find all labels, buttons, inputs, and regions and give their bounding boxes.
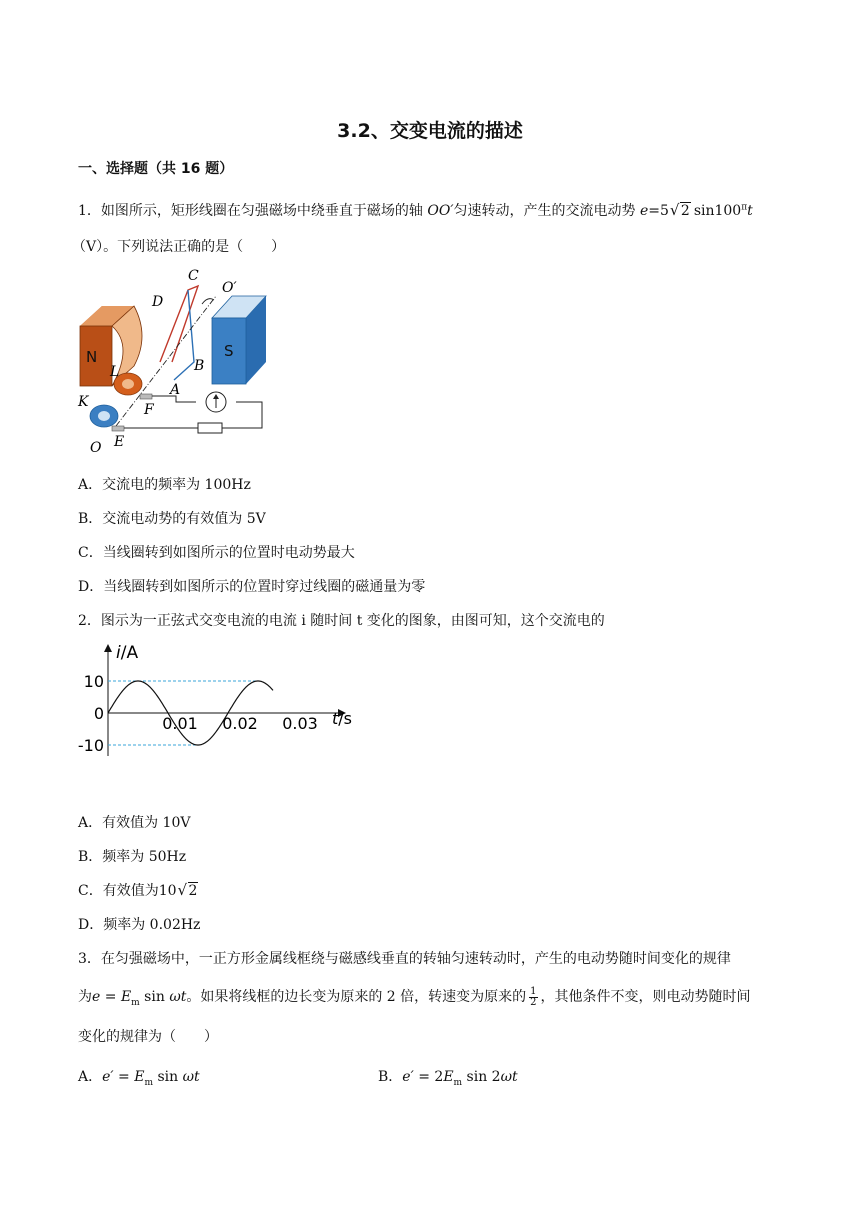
q3-option-b [378,1066,518,1088]
q3-line2-a: 为 [78,989,92,1005]
x-label-unit: /s [338,709,353,728]
q2-stem: 2．图示为一正弦式交变电流的电流 i 随时间 t 变化的图象，由图可知，这个交流电的 [78,613,605,629]
q2-option-c-sqrt [179,883,199,899]
q1-stem-line2: （V）。下列说法正确的是（ ） [72,239,286,255]
x-tick-label: 0.02 [222,714,258,733]
q3-option-a-lhs: e′ [102,1069,114,1085]
label-d: D [152,294,164,310]
resistor [198,423,222,433]
q2-option-c-text: C．有效值为 [78,883,159,899]
wire-right [222,402,262,428]
label-a: A [170,382,181,398]
q3-option-a-eq: = [113,1069,135,1085]
slip-ring-k-inner [98,411,110,421]
label-l: L [110,364,120,380]
q3-eq-mid: = [100,989,121,1005]
q3-option-b-sub: m [453,1077,463,1088]
q3-line1: 3．在匀强磁场中，一正方形金属线框绕与磁感线垂直的转轴匀速转动时，产生的电动势随时间变化的规律 [78,951,731,967]
q3-option-a-label: A． [78,1069,103,1085]
x-tick-label: 0.01 [162,714,198,733]
q1-emf-e: e [639,203,649,219]
q1-axis: OO′ [427,203,454,219]
x-tick-labels [162,714,318,733]
q1-stem-a: 1．如图所示，矩形线圈在匀强磁场中绕垂直于磁场的轴 [78,203,428,219]
q2-option-a: A．有效值为 10V [78,815,191,831]
q1-stem-b: 匀速转动，产生的交流电动势 [453,203,640,219]
coil-side-blue [174,290,194,380]
y-tick-label: -10 [77,736,104,755]
brush-f [140,394,152,399]
y-tick-labels [78,672,104,755]
section-heading: 一、选择题（共 16 题） [78,161,234,177]
q3-option-a-wt: ωt [182,1069,200,1085]
q2-option-c-radicand: 2 [188,883,198,899]
q1-emf-sin: sin100 [693,203,742,219]
y-label-symbol: i [116,643,121,663]
q1-stem-line1 [78,200,753,220]
q1-option-a: A．交流电的频率为 100Hz [78,477,251,493]
y-tick-label: 0 [93,704,104,723]
brush-e [112,426,124,431]
label-f: F [144,402,154,418]
label-e: E [114,434,125,450]
label-o: O [90,440,102,456]
q2-option-c-coef: 10 [158,883,177,899]
q1-emf-t: t [747,203,753,219]
magnet-n-label: N [86,348,98,366]
label-o-prime: O′ [222,280,237,296]
q1-emf-pi: π [741,202,748,213]
q3-line3: 变化的规律为（ ） [78,1029,218,1045]
q3-eq-wt: ωt [169,989,187,1005]
q3-option-a-sin: sin [153,1069,183,1085]
x-axis-label [332,709,352,728]
y-axis-label [116,643,138,663]
label-k: K [78,394,89,410]
q3-line2-c: ，其他条件不变，则电动势随时间 [540,989,751,1005]
q3-option-b-lhs: e′ [402,1069,414,1085]
q3-option-b-E: E [443,1069,454,1085]
q3-eq-E: E [120,989,132,1005]
q1-sqrt [671,203,691,219]
q2-option-c [78,880,198,900]
q2-option-d: D．频率为 0.02Hz [78,917,201,933]
q3-frac-den: 2 [530,996,537,1008]
magnet-s-label: S [224,342,234,360]
q3-option-b-sin: sin 2 [462,1069,501,1085]
q3-option-a-sub: m [144,1077,154,1088]
q3-line2 [78,986,751,1008]
q3-option-a-E: E [134,1069,145,1085]
label-b: B [194,358,205,374]
q3-line2-b: 。如果将线框的边长变为原来的 2 倍，转速变为原来的 [186,989,527,1005]
q1-emf-eq: =5 [648,203,669,219]
q3-option-b-eq: = 2 [413,1069,444,1085]
x-label-symbol: t [332,709,339,728]
q1-option-d: D．当线圈转到如图所示的位置时穿过线圈的磁通量为零 [78,579,426,595]
y-axis-arrow [104,644,112,652]
q3-fraction [529,987,537,1008]
q3-eq-sub: m [131,997,140,1008]
y-tick-label: 10 [83,672,104,691]
q3-eq-e: e [92,989,101,1005]
q3-option-a [78,1066,200,1088]
slip-ring-l-inner [122,379,134,389]
x-tick-label: 0.03 [282,714,318,733]
q2-option-b: B．频率为 50Hz [78,849,187,865]
q1-sqrt-radicand: 2 [680,203,690,219]
page-title: 3.2、交变电流的描述 [337,120,523,142]
q3-option-b-wt: ωt [500,1069,518,1085]
q1-generator-figure [76,266,276,456]
y-label-unit: /A [120,643,139,663]
q3-frac-num: 1 [530,985,537,997]
q3-option-b-label: B． [378,1069,403,1085]
q1-option-c: C．当线圈转到如图所示的位置时电动势最大 [78,545,355,561]
q3-eq-sin: sin [139,989,170,1005]
q2-current-chart [76,640,366,760]
label-c: C [188,268,199,284]
coil-side-red [160,286,198,362]
q1-option-b: B．交流电动势的有效值为 5V [78,511,266,527]
